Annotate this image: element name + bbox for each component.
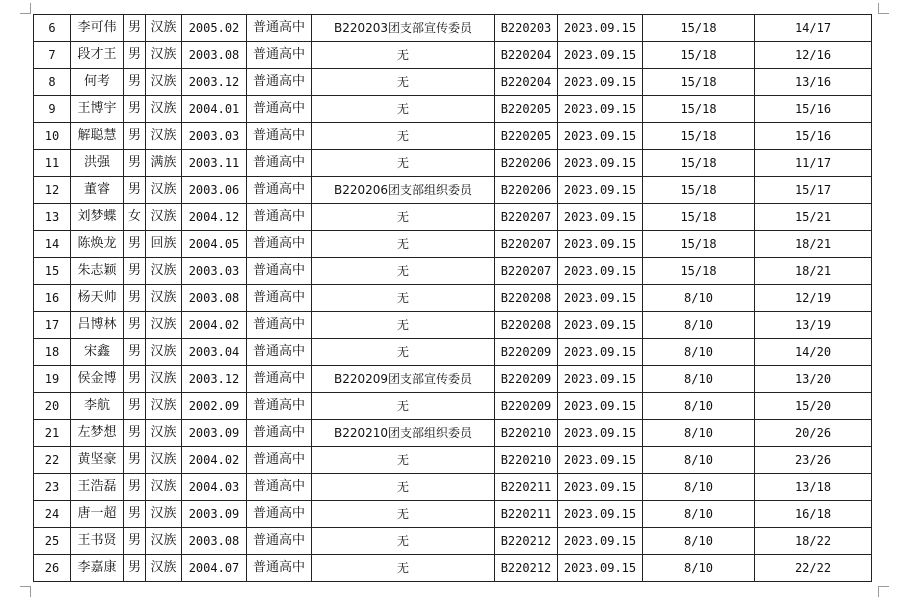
ethnicity-cell: 汉族 (146, 69, 182, 96)
class-cell: B220211 (495, 474, 558, 501)
join-date-cell: 2023.09.15 (558, 339, 643, 366)
gender-cell: 男 (124, 528, 146, 555)
class-cell: B220204 (495, 42, 558, 69)
birth-date-cell: 2003.08 (182, 42, 247, 69)
education-cell: 普通高中 (247, 15, 312, 42)
gender-cell: 男 (124, 501, 146, 528)
join-date-cell: 2023.09.15 (558, 258, 643, 285)
ratio-a-cell: 15/18 (643, 177, 755, 204)
table-row (34, 393, 872, 420)
ethnicity-cell: 汉族 (146, 42, 182, 69)
gender-cell: 男 (124, 285, 146, 312)
birth-date-cell: 2004.02 (182, 312, 247, 339)
join-date-cell: 2023.09.15 (558, 393, 643, 420)
ratio-b-cell: 13/19 (755, 312, 872, 339)
ethnicity-cell: 汉族 (146, 177, 182, 204)
name-cell: 王浩磊 (71, 474, 124, 501)
ethnicity-cell: 汉族 (146, 528, 182, 555)
ratio-a-cell: 15/18 (643, 69, 755, 96)
class-cell: B220210 (495, 447, 558, 474)
class-cell: B220207 (495, 231, 558, 258)
ratio-b-cell: 23/26 (755, 447, 872, 474)
gender-cell: 男 (124, 123, 146, 150)
education-cell: 普通高中 (247, 123, 312, 150)
row-number-cell: 15 (34, 258, 71, 285)
birth-date-cell: 2005.02 (182, 15, 247, 42)
name-cell: 李可伟 (71, 15, 124, 42)
ratio-a-cell: 8/10 (643, 312, 755, 339)
ratio-a-cell: 8/10 (643, 474, 755, 501)
ratio-b-cell: 15/21 (755, 204, 872, 231)
ratio-a-cell: 15/18 (643, 123, 755, 150)
position-cell: 无 (312, 339, 495, 366)
position-cell: 无 (312, 231, 495, 258)
position-cell: 无 (312, 501, 495, 528)
class-cell: B220205 (495, 96, 558, 123)
gender-cell: 男 (124, 366, 146, 393)
name-cell: 陈焕龙 (71, 231, 124, 258)
table-row (34, 15, 872, 42)
table-row (34, 312, 872, 339)
ratio-b-cell: 18/22 (755, 528, 872, 555)
table-row (34, 474, 872, 501)
table-row (34, 42, 872, 69)
education-cell: 普通高中 (247, 474, 312, 501)
gender-cell: 女 (124, 204, 146, 231)
ratio-b-cell: 18/21 (755, 258, 872, 285)
row-number-cell: 11 (34, 150, 71, 177)
join-date-cell: 2023.09.15 (558, 204, 643, 231)
gender-cell: 男 (124, 312, 146, 339)
row-number-cell: 20 (34, 393, 71, 420)
table-row (34, 204, 872, 231)
birth-date-cell: 2004.07 (182, 555, 247, 582)
gender-cell: 男 (124, 231, 146, 258)
education-cell: 普通高中 (247, 69, 312, 96)
ratio-a-cell: 8/10 (643, 555, 755, 582)
birth-date-cell: 2003.12 (182, 69, 247, 96)
join-date-cell: 2023.09.15 (558, 366, 643, 393)
position-cell: B220203团支部宣传委员 (312, 15, 495, 42)
gender-cell: 男 (124, 96, 146, 123)
ethnicity-cell: 汉族 (146, 285, 182, 312)
ratio-a-cell: 8/10 (643, 420, 755, 447)
class-cell: B220209 (495, 366, 558, 393)
table-row (34, 96, 872, 123)
row-number-cell: 19 (34, 366, 71, 393)
education-cell: 普通高中 (247, 447, 312, 474)
class-cell: B220209 (495, 339, 558, 366)
position-cell: B220209团支部宣传委员 (312, 366, 495, 393)
position-cell: 无 (312, 42, 495, 69)
ratio-a-cell: 15/18 (643, 42, 755, 69)
join-date-cell: 2023.09.15 (558, 177, 643, 204)
education-cell: 普通高中 (247, 528, 312, 555)
name-cell: 杨天帅 (71, 285, 124, 312)
ratio-a-cell: 15/18 (643, 258, 755, 285)
ratio-b-cell: 13/20 (755, 366, 872, 393)
position-cell: 无 (312, 447, 495, 474)
join-date-cell: 2023.09.15 (558, 447, 643, 474)
row-number-cell: 10 (34, 123, 71, 150)
birth-date-cell: 2003.12 (182, 366, 247, 393)
ratio-b-cell: 12/19 (755, 285, 872, 312)
table-row (34, 555, 872, 582)
class-cell: B220210 (495, 420, 558, 447)
gender-cell: 男 (124, 420, 146, 447)
join-date-cell: 2023.09.15 (558, 123, 643, 150)
table-row (34, 501, 872, 528)
join-date-cell: 2023.09.15 (558, 474, 643, 501)
gender-cell: 男 (124, 177, 146, 204)
ethnicity-cell: 汉族 (146, 204, 182, 231)
position-cell: B220210团支部组织委员 (312, 420, 495, 447)
ratio-b-cell: 14/20 (755, 339, 872, 366)
class-cell: B220207 (495, 258, 558, 285)
ratio-a-cell: 15/18 (643, 150, 755, 177)
roster-table-body (34, 15, 872, 582)
education-cell: 普通高中 (247, 258, 312, 285)
ratio-b-cell: 11/17 (755, 150, 872, 177)
birth-date-cell: 2003.09 (182, 501, 247, 528)
name-cell: 王博宇 (71, 96, 124, 123)
birth-date-cell: 2004.05 (182, 231, 247, 258)
page-corner-mark (20, 586, 31, 597)
gender-cell: 男 (124, 69, 146, 96)
row-number-cell: 21 (34, 420, 71, 447)
ethnicity-cell: 汉族 (146, 15, 182, 42)
ratio-a-cell: 8/10 (643, 285, 755, 312)
position-cell: 无 (312, 555, 495, 582)
table-row (34, 123, 872, 150)
ratio-b-cell: 12/16 (755, 42, 872, 69)
birth-date-cell: 2004.01 (182, 96, 247, 123)
ratio-a-cell: 8/10 (643, 393, 755, 420)
position-cell: 无 (312, 393, 495, 420)
name-cell: 洪强 (71, 150, 124, 177)
name-cell: 黄坚豪 (71, 447, 124, 474)
position-cell: 无 (312, 312, 495, 339)
ethnicity-cell: 汉族 (146, 96, 182, 123)
row-number-cell: 17 (34, 312, 71, 339)
ratio-b-cell: 15/20 (755, 393, 872, 420)
gender-cell: 男 (124, 15, 146, 42)
education-cell: 普通高中 (247, 285, 312, 312)
ethnicity-cell: 回族 (146, 231, 182, 258)
gender-cell: 男 (124, 42, 146, 69)
birth-date-cell: 2004.03 (182, 474, 247, 501)
ethnicity-cell: 汉族 (146, 393, 182, 420)
class-cell: B220212 (495, 528, 558, 555)
education-cell: 普通高中 (247, 42, 312, 69)
page-corner-mark (20, 3, 31, 14)
row-number-cell: 12 (34, 177, 71, 204)
name-cell: 唐一超 (71, 501, 124, 528)
gender-cell: 男 (124, 150, 146, 177)
birth-date-cell: 2003.08 (182, 285, 247, 312)
ratio-a-cell: 8/10 (643, 501, 755, 528)
name-cell: 段才王 (71, 42, 124, 69)
name-cell: 刘梦蝶 (71, 204, 124, 231)
roster-table (33, 14, 872, 582)
birth-date-cell: 2003.03 (182, 258, 247, 285)
name-cell: 董睿 (71, 177, 124, 204)
table-row (34, 150, 872, 177)
join-date-cell: 2023.09.15 (558, 96, 643, 123)
row-number-cell: 13 (34, 204, 71, 231)
education-cell: 普通高中 (247, 555, 312, 582)
ratio-b-cell: 20/26 (755, 420, 872, 447)
row-number-cell: 6 (34, 15, 71, 42)
birth-date-cell: 2003.08 (182, 528, 247, 555)
ratio-b-cell: 15/16 (755, 96, 872, 123)
gender-cell: 男 (124, 258, 146, 285)
table-row (34, 366, 872, 393)
ethnicity-cell: 汉族 (146, 474, 182, 501)
row-number-cell: 24 (34, 501, 71, 528)
class-cell: B220211 (495, 501, 558, 528)
join-date-cell: 2023.09.15 (558, 231, 643, 258)
page-corner-mark (878, 586, 889, 597)
name-cell: 何考 (71, 69, 124, 96)
join-date-cell: 2023.09.15 (558, 312, 643, 339)
class-cell: B220208 (495, 312, 558, 339)
ratio-b-cell: 13/18 (755, 474, 872, 501)
education-cell: 普通高中 (247, 312, 312, 339)
position-cell: 无 (312, 150, 495, 177)
position-cell: 无 (312, 258, 495, 285)
ethnicity-cell: 汉族 (146, 420, 182, 447)
name-cell: 宋鑫 (71, 339, 124, 366)
page-corner-mark (878, 3, 889, 14)
birth-date-cell: 2004.02 (182, 447, 247, 474)
ethnicity-cell: 汉族 (146, 366, 182, 393)
ratio-b-cell: 13/16 (755, 69, 872, 96)
birth-date-cell: 2003.06 (182, 177, 247, 204)
row-number-cell: 16 (34, 285, 71, 312)
table-row (34, 177, 872, 204)
join-date-cell: 2023.09.15 (558, 420, 643, 447)
education-cell: 普通高中 (247, 177, 312, 204)
class-cell: B220209 (495, 393, 558, 420)
ratio-b-cell: 14/17 (755, 15, 872, 42)
join-date-cell: 2023.09.15 (558, 528, 643, 555)
table-row (34, 447, 872, 474)
join-date-cell: 2023.09.15 (558, 501, 643, 528)
name-cell: 李航 (71, 393, 124, 420)
join-date-cell: 2023.09.15 (558, 285, 643, 312)
position-cell: B220206团支部组织委员 (312, 177, 495, 204)
row-number-cell: 8 (34, 69, 71, 96)
name-cell: 朱志颖 (71, 258, 124, 285)
ethnicity-cell: 汉族 (146, 447, 182, 474)
birth-date-cell: 2002.09 (182, 393, 247, 420)
table-row (34, 258, 872, 285)
ratio-a-cell: 8/10 (643, 366, 755, 393)
ethnicity-cell: 满族 (146, 150, 182, 177)
class-cell: B220206 (495, 150, 558, 177)
name-cell: 侯金博 (71, 366, 124, 393)
position-cell: 无 (312, 204, 495, 231)
class-cell: B220208 (495, 285, 558, 312)
row-number-cell: 14 (34, 231, 71, 258)
birth-date-cell: 2003.04 (182, 339, 247, 366)
position-cell: 无 (312, 69, 495, 96)
row-number-cell: 23 (34, 474, 71, 501)
ratio-b-cell: 22/22 (755, 555, 872, 582)
row-number-cell: 22 (34, 447, 71, 474)
birth-date-cell: 2003.11 (182, 150, 247, 177)
row-number-cell: 18 (34, 339, 71, 366)
gender-cell: 男 (124, 393, 146, 420)
ethnicity-cell: 汉族 (146, 501, 182, 528)
ethnicity-cell: 汉族 (146, 555, 182, 582)
class-cell: B220212 (495, 555, 558, 582)
ratio-a-cell: 15/18 (643, 96, 755, 123)
birth-date-cell: 2004.12 (182, 204, 247, 231)
position-cell: 无 (312, 528, 495, 555)
education-cell: 普通高中 (247, 501, 312, 528)
join-date-cell: 2023.09.15 (558, 555, 643, 582)
education-cell: 普通高中 (247, 366, 312, 393)
name-cell: 王书贤 (71, 528, 124, 555)
gender-cell: 男 (124, 339, 146, 366)
position-cell: 无 (312, 96, 495, 123)
education-cell: 普通高中 (247, 150, 312, 177)
birth-date-cell: 2003.03 (182, 123, 247, 150)
education-cell: 普通高中 (247, 96, 312, 123)
position-cell: 无 (312, 285, 495, 312)
class-cell: B220205 (495, 123, 558, 150)
ratio-b-cell: 15/16 (755, 123, 872, 150)
ratio-b-cell: 15/17 (755, 177, 872, 204)
education-cell: 普通高中 (247, 393, 312, 420)
row-number-cell: 9 (34, 96, 71, 123)
class-cell: B220203 (495, 15, 558, 42)
row-number-cell: 7 (34, 42, 71, 69)
class-cell: B220206 (495, 177, 558, 204)
row-number-cell: 25 (34, 528, 71, 555)
ethnicity-cell: 汉族 (146, 339, 182, 366)
ethnicity-cell: 汉族 (146, 312, 182, 339)
education-cell: 普通高中 (247, 231, 312, 258)
name-cell: 解聪慧 (71, 123, 124, 150)
birth-date-cell: 2003.09 (182, 420, 247, 447)
join-date-cell: 2023.09.15 (558, 69, 643, 96)
name-cell: 左梦想 (71, 420, 124, 447)
ratio-a-cell: 8/10 (643, 339, 755, 366)
ratio-a-cell: 8/10 (643, 528, 755, 555)
row-number-cell: 26 (34, 555, 71, 582)
ratio-b-cell: 18/21 (755, 231, 872, 258)
gender-cell: 男 (124, 447, 146, 474)
class-cell: B220204 (495, 69, 558, 96)
gender-cell: 男 (124, 555, 146, 582)
table-row (34, 285, 872, 312)
join-date-cell: 2023.09.15 (558, 150, 643, 177)
table-row (34, 339, 872, 366)
join-date-cell: 2023.09.15 (558, 15, 643, 42)
education-cell: 普通高中 (247, 339, 312, 366)
ratio-a-cell: 15/18 (643, 15, 755, 42)
ratio-a-cell: 15/18 (643, 204, 755, 231)
name-cell: 李嘉康 (71, 555, 124, 582)
name-cell: 吕博林 (71, 312, 124, 339)
class-cell: B220207 (495, 204, 558, 231)
table-row (34, 231, 872, 258)
ethnicity-cell: 汉族 (146, 258, 182, 285)
position-cell: 无 (312, 474, 495, 501)
table-row (34, 69, 872, 96)
education-cell: 普通高中 (247, 204, 312, 231)
ratio-b-cell: 16/18 (755, 501, 872, 528)
position-cell: 无 (312, 123, 495, 150)
join-date-cell: 2023.09.15 (558, 42, 643, 69)
table-row (34, 528, 872, 555)
table-row (34, 420, 872, 447)
ratio-a-cell: 15/18 (643, 231, 755, 258)
ethnicity-cell: 汉族 (146, 123, 182, 150)
ratio-a-cell: 8/10 (643, 447, 755, 474)
gender-cell: 男 (124, 474, 146, 501)
education-cell: 普通高中 (247, 420, 312, 447)
